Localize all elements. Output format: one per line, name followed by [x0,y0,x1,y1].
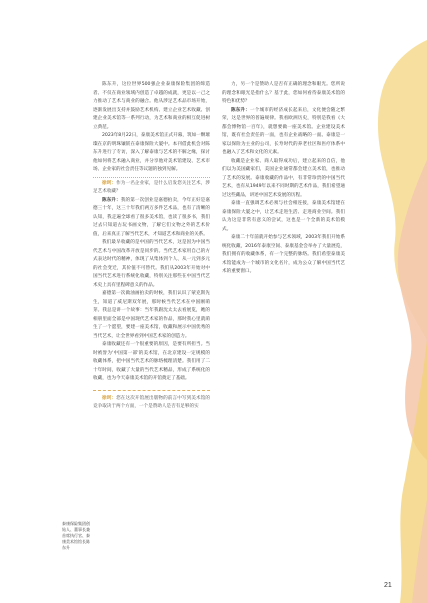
decorative-wave-graphic [350,40,427,603]
left-column [93,81,210,412]
interviewer-label: 徐珂： [102,395,117,401]
body-paragraph: 泰康收藏还有一个很重要的原因，是要有所担当。当时被誉为'中国第一部'的美术馆，在北京建设一定规模的收藏体系，把中国当代艺术的脉络梳理清楚。我们用了二十年时间，收藏了大量的当代艺术精品，形成了系统化的收藏，也为今天泰康美术馆的开馆奠定了基础。 [93,342,210,381]
body-paragraph: 力，另一个是赞助人是否有正确的理念和眼光。您所说的理念和眼光是指什么？基于此，您如何看待泰康美术馆的特色和优势？ [222,82,345,104]
right-column [222,81,345,277]
divider [93,390,210,391]
body-paragraph: 泰康二十年前就开始参与艺术领域，2003年我们开始系统化收藏，2016年泰康空间、泰康基金会举办了大量展览，我们拥有的收藏体系，有一个完整的脉络。我们希望泰康美术馆能成为一个城市的文化名片，成为公众了解中国当代艺术的重要窗口。 [222,235,345,274]
question-1 [93,180,210,197]
intro-paragraph-2: 2023年8月22日，泰康美术馆正式开幕，筑如一颗璀璨在京的明珠镶嵌在泰康保险大厦中。本刊借此机会对陈东升进行了专访，深入了解泰康与艺术的不解之缘，探讨他如何将艺术融入商业，并分享他对美术馆建设、艺术市场、企业家的社会责任等议题的独到见解。 [93,133,210,172]
question-2 [93,395,210,412]
speaker-label: 陈东升： [231,107,251,113]
answer-1-text: 我的第一次创业是嘉德拍卖，今年正好是嘉德三十年，这三十年我们两万多件艺术品，也有了清晰的认知，我走遍全球看了很多美术馆，也读了很多书，我们过去只知道古玩书画文物，了解它们文物之外的艺术价值，后来真正了解当代艺术，才知道艺术和商业的关系。 [93,197,210,237]
body-paragraph: 我们最早收藏的是中国的当代艺术，这是因为中国当代艺术与中国改革开放是同步的。当代艺术家用自己的方式表达时代的精神，体现了从集体到个人、从一元到多元的社会变迁，其价值不可替代。我们从2003年开始对中国当代艺术进行系统化收藏，特别关注那些在中国当代艺术史上具有里程碑意义的作品。 [93,240,210,288]
photo-caption: 泰康保险集团创始人、董事长兼首席执行官、泰康美术馆馆长陈东升 [62,521,90,550]
body-paragraph: 收藏是企业家、商人取得成功后，建立起来的自信，他们以为美国藏家们，美国企业通常都会建立美术馆，也推动了艺术的发展。泰康收藏的作品中，有非常珍贵的中国当代艺术，也有从1949年以来不同时期的艺术作品，我们希望通过这些藏品，讲述中国艺术发展的历程。 [222,158,345,198]
question-2-text: 您在这次开馆展出版物的前言中写到美术馆的竞争取决于两个方面，一个是赞助人是否有足够的实 [93,395,210,409]
body-paragraph: 泰康一直强调艺术必须与社会相连接，泰康美术馆建在泰康保险大厦之中，让艺术走进生活、走进商业空间。我们认为这是非常有意义的尝试，这也是一个全新的美术馆模式。 [222,201,345,232]
answer-2-text: 一个城市的经济成长起来后，文化便会随之繁荣，这是世界的普遍规律。我看欧洲历史，特别是我看《大都会博物馆一百年》，就想要做一座美术馆。企业建设美术馆，既有社会责任的一面，也有企业战略的一面。泰康是一家以保险为主业的公司，长寿时代的养老社区和医疗体系中也融入了艺术和文化的元素。 [222,107,345,155]
answer-2 [222,107,345,158]
speaker-label: 陈东升： [102,197,121,203]
divider [93,177,210,178]
intro-paragraph-1: 陈东升，这位世界500强企业泰康保险集团的缔造者、不仅在商业领域内创造了卓越的成就，更是以一己之力推动了艺术与商业的融合。他从涉足艺术品市场开始，逐渐发展出支持并鼓励艺术机构、建立企业艺术收藏、创建企业美术馆等一系列行动，为艺术和商业的相互促进树立典范。 [93,82,210,130]
body-paragraph: 嘉德第一次做油画拍卖的时候，我们认识了蒙克斯先生，知道了威尼斯双年展，那时候当代艺术在中国刚萌芽。我总是讲一个故事：当年我跟沈太太去看展览，她的相册里面全部是中国现代艺术家的作品，那时我心里就萌生了一个愿望，要建一座美术馆，收藏和展示中国优秀的当代艺术，让全世界看到中国艺术家的创造力。 [93,291,210,339]
question-1-text: 作为一名企业家，是什么启发您关注艺术，涉足艺术收藏？ [93,180,210,194]
page-number: 21 [384,582,392,589]
interviewer-label: 徐珂： [102,180,117,186]
answer-1 [93,197,210,240]
